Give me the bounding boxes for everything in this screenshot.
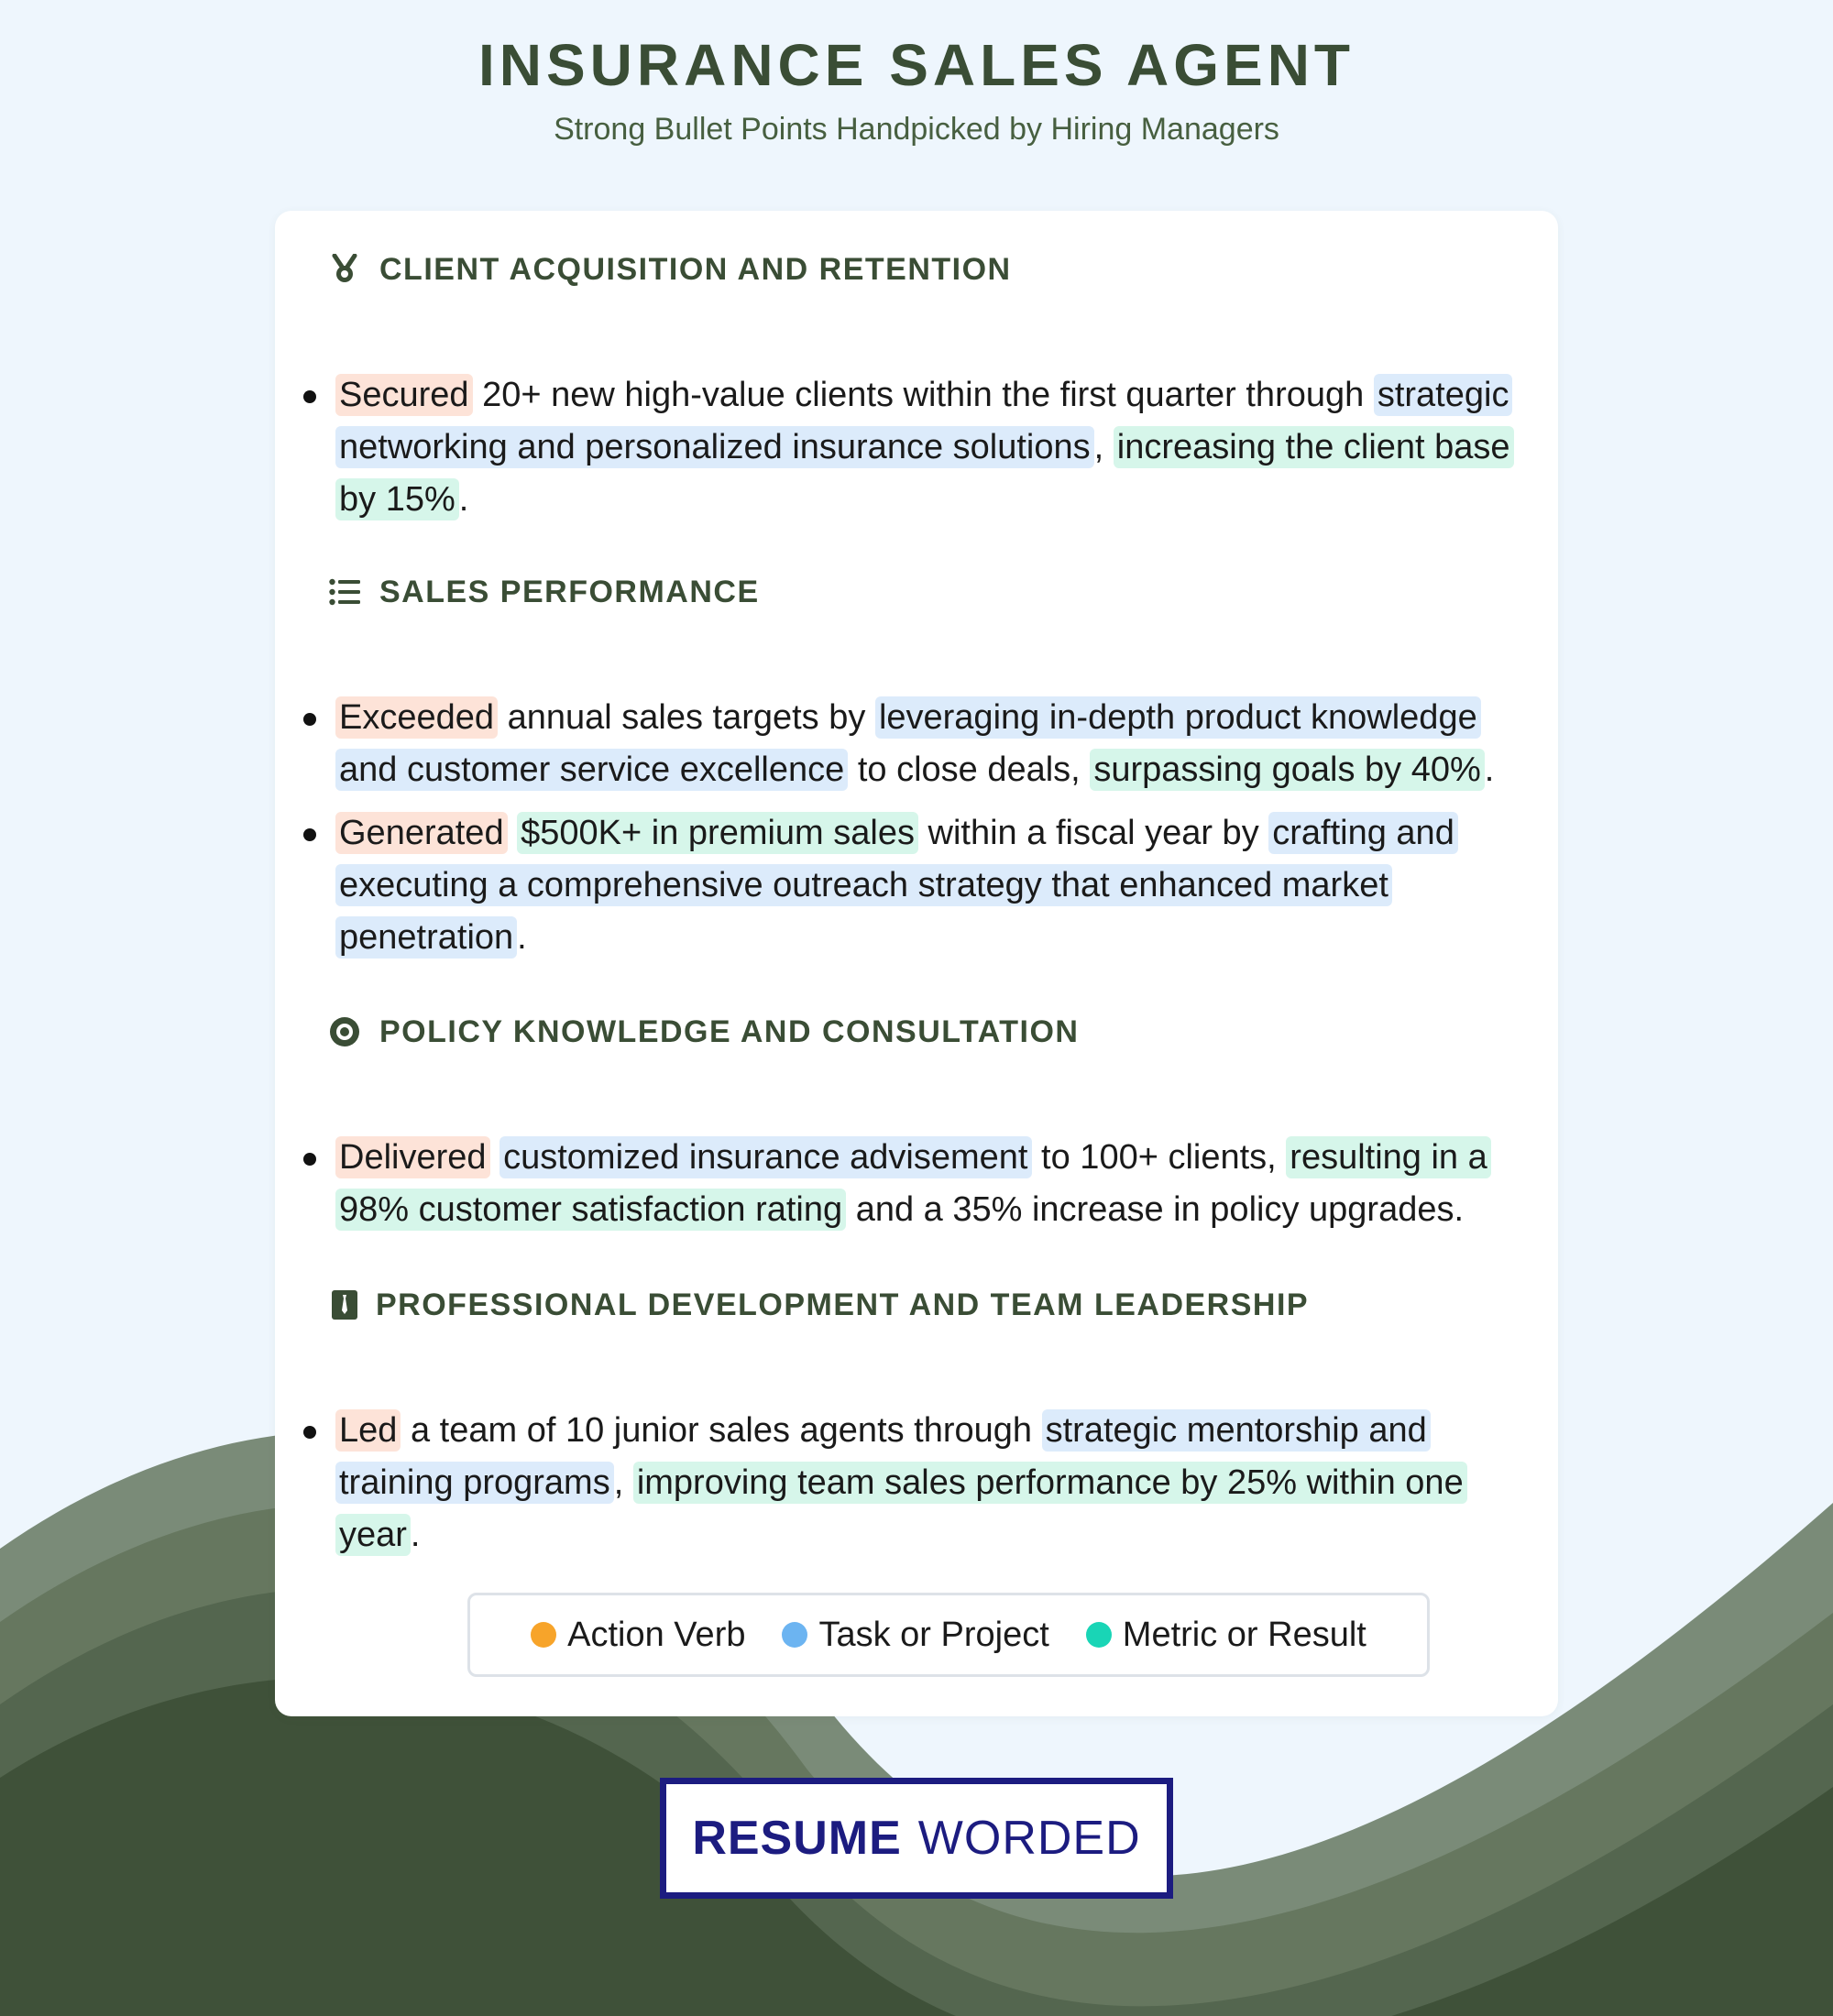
section-header [328,572,760,612]
bullet-text: within a fiscal year by [917,814,1269,852]
bullet-text: annual sales targets by [498,698,875,737]
bullet-text: to close deals, [848,751,1091,789]
bullet-list [275,1132,1558,1236]
legend-item-task-or-project [782,1616,1048,1655]
bullet-item [275,369,1518,526]
bullet-text: and a 35% increase in policy upgrades. [846,1190,1465,1229]
section-title: PROFESSIONAL DEVELOPMENT AND TEAM LEADERSHIP [376,1287,1310,1322]
resume-worded-logo[interactable] [660,1778,1173,1899]
section-title: SALES PERFORMANCE [379,574,760,609]
task-highlight: leveraging in-depth product knowledge and customer service excellence [335,696,1481,791]
action-verb-highlight: Generated [335,812,508,854]
action-verb-highlight: Led [335,1409,401,1452]
bullet-item [275,807,1518,964]
bullet-text: 20+ new high-value clients within the first quarter through [472,376,1374,414]
page-subtitle: Strong Bullet Points Handpicked by Hiring Managers [554,112,1279,147]
target-icon [328,1015,361,1048]
legend-item-action-verb [531,1616,745,1655]
page-title: INSURANCE SALES AGENT [477,32,1356,98]
metric-highlight: increasing the client base by 15% [335,426,1514,520]
task-highlight: strategic mentorship and training programs [335,1409,1431,1504]
action-verb-highlight: Delivered [335,1136,490,1178]
bullet-list [275,692,1558,964]
section-header [328,249,1012,290]
section-title: POLICY KNOWLEDGE AND CONSULTATION [379,1013,1080,1049]
bullet-text: , [613,1463,633,1502]
bullet-text: . [410,1516,421,1554]
bullet-list [275,1405,1558,1561]
action-verb-highlight: Secured [335,374,473,416]
tie-icon [328,1288,361,1321]
logo-light-text: WORDED [917,1812,1141,1865]
action-verb-highlight: Exceeded [335,696,498,739]
bullet-text: . [517,918,527,957]
bullet-item [275,1132,1518,1236]
bullet-text [490,1138,500,1177]
legend-label: Task or Project [818,1615,1049,1654]
bullet-text [508,814,518,852]
metric-highlight: improving team sales performance by 25% within one year [335,1462,1467,1556]
legend-dot [531,1622,556,1648]
bullet-item [275,692,1518,796]
task-highlight: customized insurance advisement [499,1136,1031,1178]
legend-dot [782,1622,807,1648]
task-highlight: strategic networking and personalized insurance solutions [335,374,1512,468]
bullet-points-card [275,211,1558,1716]
section-title: CLIENT ACQUISITION AND RETENTION [379,251,1012,287]
metric-highlight: $500K+ in premium sales [517,812,918,854]
legend [467,1593,1430,1677]
bullet-text: , [1093,428,1114,466]
legend-label: Action Verb [567,1615,746,1654]
bullet-text: to 100+ clients, [1031,1138,1287,1177]
list-icon [328,575,361,608]
section-header [328,1285,1309,1325]
bullet-text: . [458,480,469,519]
medal-icon [328,253,361,286]
bullet-text: a team of 10 junior sales agents through [401,1411,1042,1450]
bullet-text: . [1484,751,1495,789]
bullet-item [275,1405,1518,1561]
bullet-list [275,369,1558,526]
legend-item-metric-or-result [1086,1616,1367,1655]
metric-highlight: resulting in a 98% customer satisfaction rating [335,1136,1491,1231]
section-header [328,1012,1079,1052]
legend-label: Metric or Result [1122,1615,1367,1654]
legend-dot [1086,1622,1112,1648]
task-highlight: crafting and executing a comprehensive outreach strategy that enhanced market penetration [335,812,1458,959]
metric-highlight: surpassing goals by 40% [1090,749,1484,791]
logo-bold-text: RESUME [692,1812,902,1865]
